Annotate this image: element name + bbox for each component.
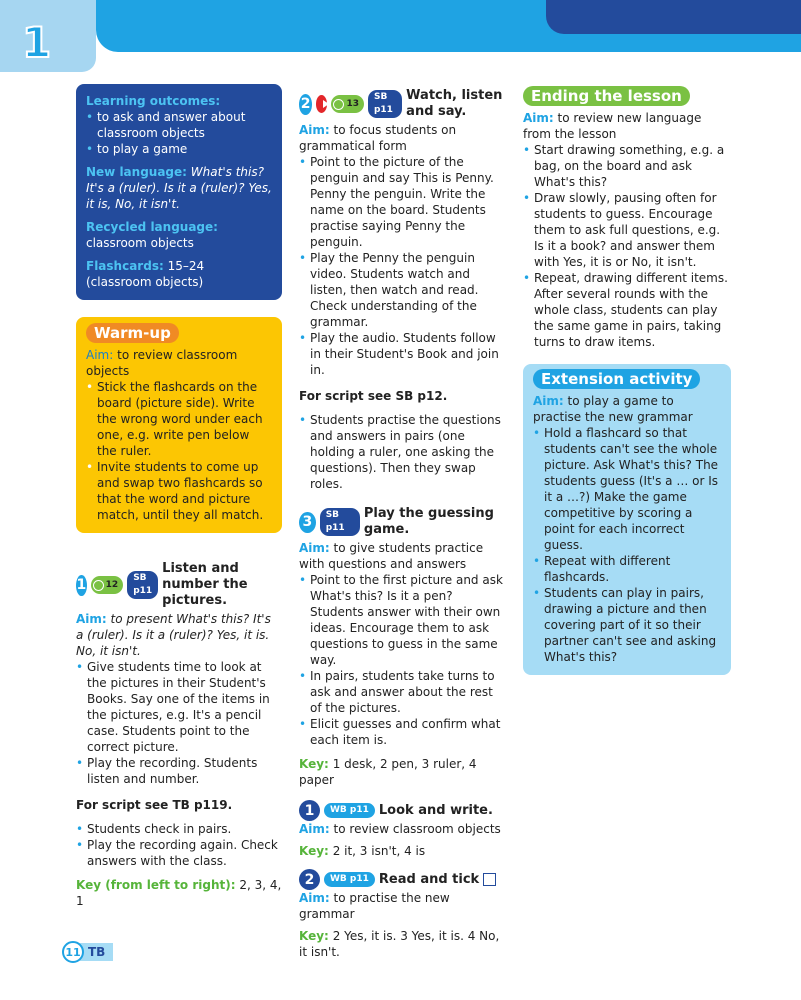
list-item: • Start drawing something, e.g. a bag, on the board and ask What's this? (523, 142, 731, 190)
list-item: • In pairs, students take turns to ask and answer about the rest of the pictures. (299, 668, 507, 716)
list-item: • Hold a flashcard so that students can't see the whole picture. Ask What's this? The students guess (It's a … or Is it a …?) Make the game competitive by scoring a point for each incorrect guess. (533, 425, 721, 553)
list-item: • Give students time to look at the pictures in their Student's Books. Say one of the items in the pictures, e.g. It's a pencil case. Students point to the correct picture. (76, 659, 282, 755)
activity-title: Read and tick (378, 871, 480, 887)
list-item: • Students check in pairs. (76, 821, 282, 837)
answer-key: Key (from left to right): 2, 3, 4, 1 (76, 878, 282, 908)
wb-page-badge: WB p11 (324, 803, 375, 818)
audio-track-badge: 12 (91, 576, 124, 594)
new-language: New language: What's this? It's a (ruler). Is it a (ruler)? Yes, it is, No, it isn't. (86, 165, 272, 211)
unit-tab (0, 0, 96, 72)
warm-up-title: Warm-up (86, 323, 179, 343)
workbook-activity-1: 1 WB p11 Look and write. Aim: to review classroom objects Key: 2 it, 3 isn't, 4 is (299, 800, 507, 859)
activity-title: Look and write. (378, 802, 493, 818)
activity-number: 3 (299, 512, 316, 533)
warm-up-list (86, 379, 272, 523)
activity-1: 1 12 SB p11 Listen and number the pictures. Aim: to present What's this? It's a (ruler). Is it a (ruler)? Yes, it is. No, it isn't. • Give students time to look at the pictures in their Student's Books. Say one of the items in the pictures, e.g. It's a pencil case. Students point to the correct picture. • Play the recording. Students listen and number. For script see TB p119. • Students check in pairs. • Play the recording again. Check answers with the class. Key (from left to right): 2, 3, 4, 1 (76, 561, 282, 909)
workbook-activity-2: 2 WB p11 Read and tick Aim: to practise the new grammar Key: 2 Yes, it is. 3 Yes, it is. 4 No, it isn't. (299, 869, 507, 960)
activity-2: 2 13 SB p11 Watch, listen and say. Aim: to focus students on grammatical form • Point to the picture of the penguin and say This is Penny. Penny the penguin. Write the name on the board. Students practise saying Penny the penguin. • Play the Penny the penguin video. Students watch and listen, then watch and read. Check understanding of the grammar. • Play the audio. Students follow in their Student's Book and join in. For script see SB p12. • Students practise the questions and answers in pairs (one holding a ruler, one asking the questions). Then they swap roles. (299, 88, 507, 492)
activity-title: Watch, listen and say. (406, 88, 503, 119)
tick-box-icon (483, 873, 496, 886)
list-item: • Point to the picture of the penguin and say This is Penny. Penny the penguin. Write the name on the board. Students practise saying Penny the penguin. (299, 154, 507, 250)
outcomes-heading: Learning outcomes: (86, 94, 221, 108)
activity-number: 2 (299, 869, 320, 890)
script-reference: For script see SB p12. (299, 389, 448, 403)
activity-3: 3 SB p11 Play the guessing game. Aim: to give students practice with questions and answers • Point to the first picture and ask What's this? Is it a pen? Students answer with their own ideas. Encourage them to ask questions to guess in the same way. • In pairs, students take turns to ask and answer about the rest of the pictures. • Elicit guesses and confirm what each item is. Key: 1 desk, 2 pen, 3 ruler, 4 paper (299, 506, 507, 788)
activity-number: 2 (299, 94, 312, 115)
extension-activity-box: Extension activity Aim: to play a game to practise the new grammar • Hold a flashcard so that students can't see the whole picture. Ask What's this? The students guess (It's a … or Is it a …?) Make the game competitive by scoring a point for each incorrect guess. • Repeat with different flashcards. • Students can play in pairs, drawing a picture and then covering part of it so their partner can't see and asking What's this? (523, 364, 731, 675)
list-item: • Repeat with different flashcards. (533, 553, 721, 585)
right-column (523, 86, 731, 675)
sb-page-badge: SB p11 (320, 508, 360, 536)
audio-track-badge: 13 (331, 95, 364, 113)
headphones-icon (333, 99, 344, 110)
list-item: • to ask and answer about classroom objects (86, 109, 272, 141)
wb-page-badge: WB p11 (324, 872, 375, 887)
activity-title: Play the guessing game. (363, 506, 494, 537)
extension-title: Extension activity (533, 369, 700, 389)
sb-page-badge: SB p11 (368, 90, 402, 118)
ending-title: Ending the lesson (523, 86, 690, 106)
list-item: • Play the recording. Students listen and number. (76, 755, 282, 787)
activity-number: 1 (299, 800, 320, 821)
list-item: • Students practise the questions and answers in pairs (one holding a ruler, one asking the questions). Then they swap roles. (299, 412, 507, 492)
learning-outcomes-box (76, 84, 282, 300)
list-item: • Elicit guesses and confirm what each item is. (299, 716, 507, 748)
outcomes-list (86, 109, 272, 157)
headphones-icon (93, 580, 104, 591)
answer-key: Key: 1 desk, 2 pen, 3 ruler, 4 paper (299, 757, 477, 787)
list-item: • Play the recording again. Check answers with the class. (76, 837, 282, 869)
sb-page-badge: SB p11 (127, 571, 158, 599)
list-item: • to play a game (86, 141, 272, 157)
list-item: • Play the Penny the penguin video. Students watch and listen, then watch and read. Check understanding of the grammar. (299, 250, 507, 330)
answer-key: Key: 2 Yes, it is. 3 Yes, it is. 4 No, it isn't. (299, 929, 500, 959)
list-item: • Stick the flashcards on the board (picture side). Write the wrong word under each one, e.g. write pen below the ruler. (86, 379, 272, 459)
script-reference: For script see TB p119. (76, 798, 233, 812)
list-item: • Play the audio. Students follow in their Student's Book and join in. (299, 330, 507, 378)
left-column (76, 84, 282, 909)
flashcards: Flashcards: 15–24 (classroom objects) (86, 259, 205, 289)
middle-column (299, 86, 507, 960)
answer-key: Key: 2 it, 3 isn't, 4 is (299, 844, 426, 858)
activity-number: 1 (76, 575, 87, 596)
activity-title: Listen and number the pictures. (162, 561, 248, 608)
list-item: • Invite students to come up and swap two flashcards so that the word and picture match, until they all match. (86, 459, 272, 523)
list-item: • Draw slowly, pausing often for students to guess. Encourage them to ask full questions, e.g. Is it a book? and answer them with Yes, it is or No, it isn't. (523, 190, 731, 270)
list-item: • Students can play in pairs, drawing a picture and then covering part of it so their partner can't see and asking What's this? (533, 585, 721, 665)
unit-number: 1 (22, 18, 52, 67)
video-play-icon (316, 95, 327, 113)
recycled-language: Recycled language: classroom objects (86, 220, 218, 250)
page-number: 11 TB (62, 941, 113, 963)
list-item: • Repeat, drawing different items. After several rounds with the whole class, students can play the same game in pairs, taking turns to draw items. (523, 270, 731, 350)
ending-lesson-section: Ending the lesson Aim: to review new language from the lesson • Start drawing something, e.g. a bag, on the board and ask What's this? • Draw slowly, pausing often for students to guess. Encourage them to ask full questions, e.g. Is it a book? and answer them with Yes, it is or No, it isn't. • Repeat, drawing different items. After several rounds with the whole class, students can play the same game in pairs, taking turns to draw items. (523, 86, 731, 350)
warm-up-box: Warm-up Aim: to review classroom objects • Stick the flashcards on the board (picture side). Write the wrong word under each one, e.g. write pen below the ruler. • Invite students to come up and swap two flashcards so that the word and picture match, until they all match. (76, 317, 282, 533)
list-item: • Point to the first picture and ask What's this? Is it a pen? Students answer with their own ideas. Encourage them to ask questions to guess in the same way. (299, 572, 507, 668)
header-accent (546, 0, 801, 34)
